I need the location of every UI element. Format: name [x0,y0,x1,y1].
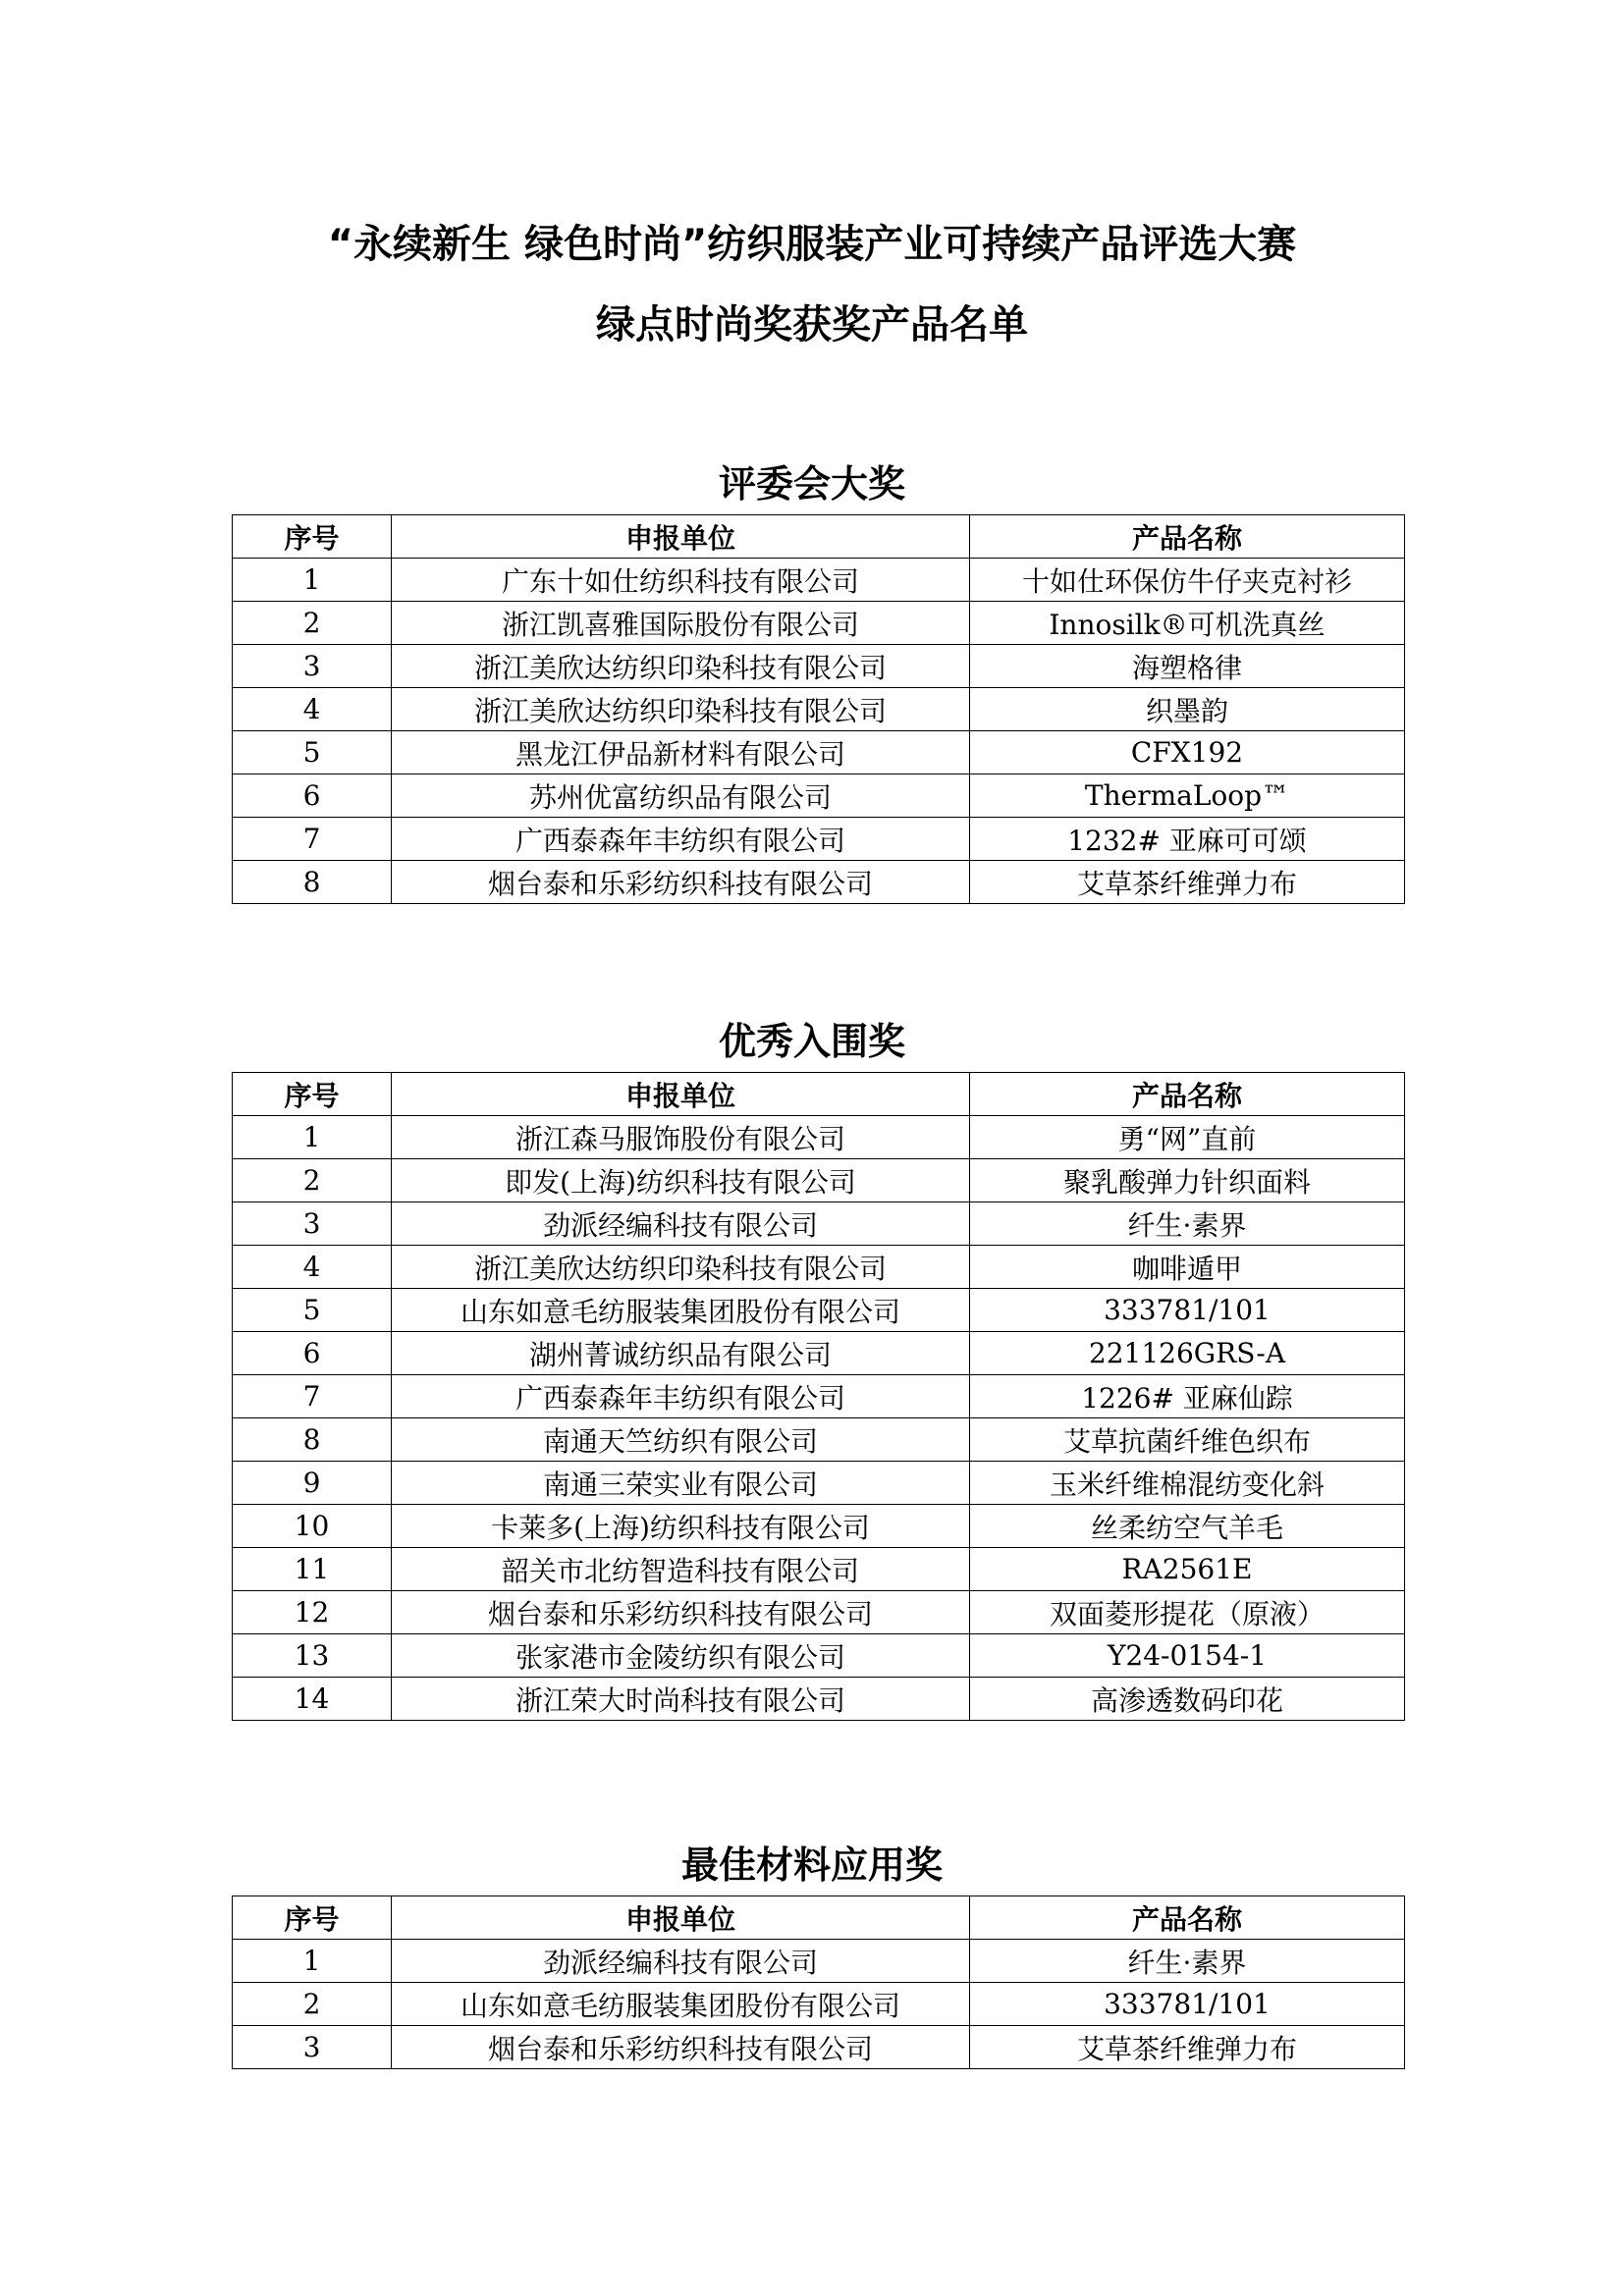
row-product: 丝柔纺空气羊毛 [970,1505,1405,1548]
row-number: 8 [233,1418,392,1462]
row-unit: 即发(上海)纺织科技有限公司 [392,1159,970,1202]
row-unit: 浙江凯喜雅国际股份有限公司 [392,602,970,645]
column-header-number: 序号 [233,515,392,559]
row-unit: 广西泰森年丰纺织有限公司 [392,818,970,861]
column-header-product: 产品名称 [970,515,1405,559]
row-number: 3 [233,645,392,688]
row-unit: 黑龙江伊品新材料有限公司 [392,731,970,774]
table-row [233,1246,1405,1289]
row-unit: 广西泰森年丰纺织有限公司 [392,1375,970,1418]
table-row [233,1116,1405,1159]
award-table-excellent-finalist [232,1072,1405,1721]
row-product: 纤生·素界 [970,1940,1405,1983]
table-row [233,2026,1405,2069]
row-number: 8 [233,861,392,904]
row-number: 4 [233,1246,392,1289]
table-row [233,1159,1405,1202]
row-unit: 卡莱多(上海)纺织科技有限公司 [392,1505,970,1548]
row-unit: 劲派经编科技有限公司 [392,1940,970,1983]
table-row [233,861,1405,904]
table-row [233,774,1405,818]
row-number: 1 [233,1940,392,1983]
row-unit: 浙江森马服饰股份有限公司 [392,1116,970,1159]
column-header-product: 产品名称 [970,1896,1405,1940]
row-unit: 湖州菁诚纺织品有限公司 [392,1332,970,1375]
award-table-best-material-application [232,1896,1405,2069]
row-unit: 广东十如仕纺织科技有限公司 [392,559,970,602]
table-header-row [233,1896,1405,1940]
document-subtitle: 绿点时尚奖获奖产品名单 [596,302,1028,347]
row-number: 11 [233,1548,392,1591]
table-row [233,818,1405,861]
row-product: 玉米纤维棉混纺变化斜 [970,1462,1405,1505]
row-product: 221126GRS-A [970,1332,1405,1375]
row-product: 纤生·素界 [970,1202,1405,1246]
award-table-jury-grand-prize [232,514,1405,904]
table-row [233,1289,1405,1332]
row-product: 织墨韵 [970,688,1405,731]
row-product: 聚乳酸弹力针织面料 [970,1159,1405,1202]
row-product: 高渗透数码印花 [970,1678,1405,1721]
row-number: 10 [233,1505,392,1548]
section-heading-excellent-finalist: 优秀入围奖 [718,1020,905,1063]
row-unit: 烟台泰和乐彩纺织科技有限公司 [392,2026,970,2069]
row-unit: 浙江美欣达纺织印染科技有限公司 [392,645,970,688]
row-number: 13 [233,1634,392,1678]
row-unit: 浙江美欣达纺织印染科技有限公司 [392,1246,970,1289]
row-product: 勇“网”直前 [970,1116,1405,1159]
row-number: 1 [233,1116,392,1159]
column-header-unit: 申报单位 [392,515,970,559]
row-number: 3 [233,2026,392,2069]
row-unit: 浙江荣大时尚科技有限公司 [392,1678,970,1721]
section-heading-best-material-application: 最佳材料应用奖 [680,1843,943,1887]
row-product: 333781/101 [970,1289,1405,1332]
row-number: 2 [233,1159,392,1202]
row-number: 5 [233,1289,392,1332]
row-unit: 韶关市北纺智造科技有限公司 [392,1548,970,1591]
table-row [233,1591,1405,1634]
column-header-product: 产品名称 [970,1073,1405,1116]
row-number: 7 [233,1375,392,1418]
table-row [233,602,1405,645]
row-number: 2 [233,1983,392,2026]
document-title: “永续新生 绿色时尚”纺织服装产业可持续产品评选大赛 [327,222,1297,267]
row-product: ThermaLoop™ [970,774,1405,818]
row-unit: 山东如意毛纺服装集团股份有限公司 [392,1289,970,1332]
row-number: 12 [233,1591,392,1634]
table-row [233,1634,1405,1678]
row-unit: 南通三荣实业有限公司 [392,1462,970,1505]
row-unit: 张家港市金陵纺织有限公司 [392,1634,970,1678]
table-header-row [233,515,1405,559]
table-row [233,1332,1405,1375]
table-row [233,559,1405,602]
row-unit: 烟台泰和乐彩纺织科技有限公司 [392,1591,970,1634]
row-number: 6 [233,1332,392,1375]
table-row [233,645,1405,688]
row-product: Y24-0154-1 [970,1634,1405,1678]
row-unit: 浙江美欣达纺织印染科技有限公司 [392,688,970,731]
row-product: 1226# 亚麻仙踪 [970,1375,1405,1418]
row-number: 2 [233,602,392,645]
table-row [233,1983,1405,2026]
row-product: RA2561E [970,1548,1405,1591]
row-unit: 烟台泰和乐彩纺织科技有限公司 [392,861,970,904]
table-row [233,1202,1405,1246]
table-header-row [233,1073,1405,1116]
row-product: 艾草茶纤维弹力布 [970,861,1405,904]
table-row [233,731,1405,774]
table-row [233,1548,1405,1591]
row-product: 十如仕环保仿牛仔夹克衬衫 [970,559,1405,602]
row-number: 14 [233,1678,392,1721]
table-row [233,1462,1405,1505]
row-product: CFX192 [970,731,1405,774]
row-product: 333781/101 [970,1983,1405,2026]
section-heading-jury-grand-prize: 评委会大奖 [718,462,905,506]
row-product: 双面菱形提花（原液） [970,1591,1405,1634]
column-header-number: 序号 [233,1073,392,1116]
column-header-number: 序号 [233,1896,392,1940]
row-product: Innosilk®可机洗真丝 [970,602,1405,645]
row-unit: 南通天竺纺织有限公司 [392,1418,970,1462]
table-row [233,1940,1405,1983]
column-header-unit: 申报单位 [392,1896,970,1940]
table-row [233,688,1405,731]
row-number: 4 [233,688,392,731]
row-unit: 山东如意毛纺服装集团股份有限公司 [392,1983,970,2026]
row-unit: 苏州优富纺织品有限公司 [392,774,970,818]
row-number: 7 [233,818,392,861]
row-product: 艾草茶纤维弹力布 [970,2026,1405,2069]
row-product: 艾草抗菌纤维色织布 [970,1418,1405,1462]
column-header-unit: 申报单位 [392,1073,970,1116]
row-unit: 劲派经编科技有限公司 [392,1202,970,1246]
row-number: 6 [233,774,392,818]
table-row [233,1418,1405,1462]
row-number: 9 [233,1462,392,1505]
table-row [233,1505,1405,1548]
row-number: 3 [233,1202,392,1246]
row-number: 1 [233,559,392,602]
row-product: 1232# 亚麻可可颂 [970,818,1405,861]
row-product: 海塑格律 [970,645,1405,688]
row-number: 5 [233,731,392,774]
table-row [233,1375,1405,1418]
row-product: 咖啡遁甲 [970,1246,1405,1289]
table-row [233,1678,1405,1721]
